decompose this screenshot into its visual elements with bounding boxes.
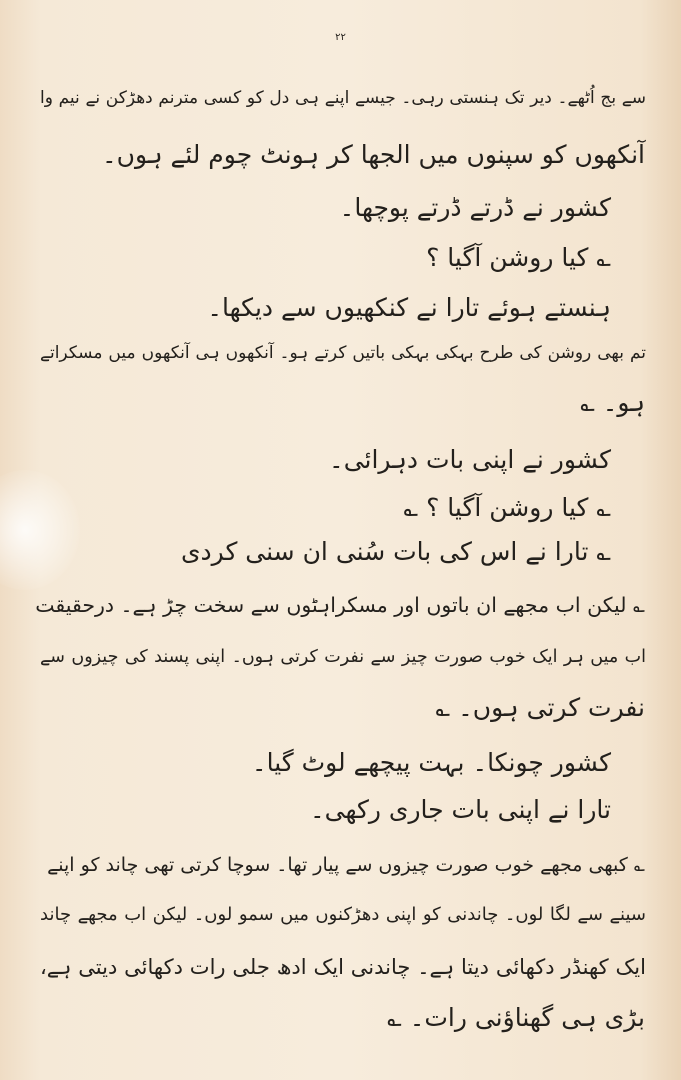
text-line-6: تم بھی روشن کی طرح بہکی بہکی باتیں کرتے ہو۔ آنکھوں ہی آنکھوں میں مسکراتے — [40, 343, 646, 363]
text-line-12: اب میں ہر ایک خوب صورت چیز سے نفرت کرتی ہوں۔ اپنی پسند کی چیزوں سے — [40, 647, 646, 667]
text-line-9: ؎ کیا روشن آگیا ؟ ؎ — [403, 493, 611, 522]
text-line-5: ہنستے ہوئے تارا نے کنکھیوں سے دیکھا۔ — [207, 293, 611, 322]
text-line-3: کشور نے ڈرتے ڈرتے پوچھا۔ — [339, 193, 611, 222]
text-line-13: نفرت کرتی ہوں۔ ؎ — [435, 693, 645, 722]
text-line-4: ؎ کیا روشن آگیا ؟ — [426, 243, 611, 272]
page-number: ۲۲ — [335, 32, 346, 43]
text-line-8: کشور نے اپنی بات دہرائی۔ — [329, 445, 611, 474]
text-line-1: سے بج اُٹھے۔ دیر تک ہنستی رہی۔ جیسے اپنے ہی دل کو کسی مترنم دھڑکن نے نیم وا — [40, 88, 646, 108]
text-line-16: ؎ کبھی مجھے خوب صورت چیزوں سے پیار تھا۔ سوچا کرتی تھی چاند کو اپنے — [47, 854, 645, 876]
text-line-10: ؎ تارا نے اس کی بات سُنی ان سنی کردی — [180, 537, 611, 566]
text-line-17: سینے سے لگا لوں۔ چاندنی کو اپنی دھڑکنوں میں سمو لوں۔ لیکن اب مجھے چاند — [40, 904, 646, 925]
text-line-7: ہو۔ ؎ — [580, 388, 645, 417]
text-line-18: ایک کھنڈر دکھائی دیتا ہے۔ چاندنی ایک ادھ جلی رات دکھائی دیتی ہے، — [40, 955, 646, 979]
text-line-11: ؎ لیکن اب مجھے ان باتوں اور مسکراہٹوں سے سخت چڑ ہے۔ درحقیقت — [35, 593, 645, 617]
text-line-15: تارا نے اپنی بات جاری رکھی۔ — [309, 795, 611, 824]
text-line-2: آنکھوں کو سپنوں میں الجھا کر ہونٹ چوم لئے ہوں۔ — [102, 140, 645, 169]
text-line-19: بڑی ہی گھناؤنی رات۔ ؎ — [387, 1003, 645, 1032]
text-line-14: کشور چونکا۔ بہت پیچھے لوٹ گیا۔ — [251, 748, 611, 777]
